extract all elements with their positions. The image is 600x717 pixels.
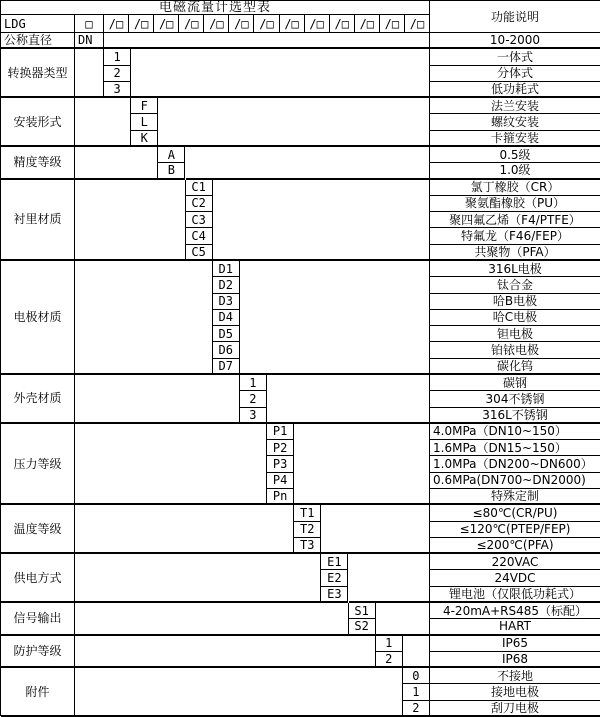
option-code: 2 [104, 66, 131, 82]
option-code: L [131, 114, 158, 130]
option-code: B [158, 163, 185, 179]
option-desc: 特殊定制 [430, 489, 600, 505]
category-label: 压力等级 [1, 424, 75, 505]
option-desc: 螺纹安装 [430, 114, 600, 130]
option-desc: 刮刀电极 [430, 701, 600, 717]
option-code: P3 [267, 456, 294, 472]
option-code: C4 [186, 228, 213, 244]
spacer-cell [158, 98, 430, 147]
option-code: 2 [240, 391, 267, 407]
spacer-cell [75, 554, 321, 603]
option-code: 1 [403, 684, 430, 700]
option-code: C1 [186, 180, 213, 196]
option-desc: 锂电池（仅限低功耗式） [430, 587, 600, 603]
model-slot: /□ [280, 15, 305, 33]
table-title: 电磁流量计选型表 [1, 1, 430, 15]
spacer-cell [75, 668, 403, 717]
option-code: C3 [186, 212, 213, 228]
option-code: T3 [294, 538, 321, 554]
option-desc: 碳化钨 [430, 359, 600, 375]
option-code: D5 [213, 326, 240, 342]
option-code: D3 [213, 294, 240, 310]
option-code: T2 [294, 522, 321, 538]
spacer-cell [267, 375, 430, 424]
option-desc: 钽电极 [430, 326, 600, 342]
option-code: D4 [213, 310, 240, 326]
model-slot: /□ [305, 15, 330, 33]
option-desc: 共聚物（PFA） [430, 245, 600, 261]
option-code: T1 [294, 505, 321, 521]
option-code: P4 [267, 473, 294, 489]
model-slot: /□ [254, 15, 279, 33]
spacer-cell [75, 98, 131, 147]
option-desc: ≤120℃(PTEP/FEP) [430, 522, 600, 538]
option-desc: 0.6MPa(DN700~DN2000) [430, 473, 600, 489]
option-desc: IP68 [430, 652, 600, 668]
option-desc: 4.0MPa（DN10~150） [430, 424, 600, 440]
model-slot: /□ [179, 15, 204, 33]
spacer-cell [75, 636, 376, 669]
option-desc: 1.6MPa（DN15~150） [430, 440, 600, 456]
option-desc: 聚氨酯橡胶（PU） [430, 196, 600, 212]
spacer-cell [75, 424, 267, 505]
model-slot: /□ [405, 15, 430, 33]
option-desc: 碳钢 [430, 375, 600, 391]
model-slot: /□ [229, 15, 254, 33]
option-desc: 316L电极 [430, 261, 600, 277]
option-code: 1 [376, 636, 403, 652]
option-desc: 24VDC [430, 570, 600, 586]
option-code: 0 [403, 668, 430, 684]
option-code: 1 [240, 375, 267, 391]
category-label: 防护等级 [1, 636, 75, 669]
option-code: A [158, 147, 185, 163]
option-desc: IP65 [430, 636, 600, 652]
option-desc: 钛合金 [430, 277, 600, 293]
option-desc: 4-20mA+RS485（标配） [430, 603, 600, 619]
model-prefix: LDG [1, 15, 75, 33]
option-desc: 304不锈钢 [430, 391, 600, 407]
option-code: P2 [267, 440, 294, 456]
option-desc: 0.5级 [430, 147, 600, 163]
category-label: 转换器类型 [1, 49, 75, 98]
option-desc: 特氟龙（F46/FEP） [430, 228, 600, 244]
diameter-code: DN [75, 33, 104, 49]
option-desc: 哈B电极 [430, 294, 600, 310]
category-label: 温度等级 [1, 505, 75, 554]
option-desc: 1.0级 [430, 163, 600, 179]
model-slot: /□ [380, 15, 405, 33]
option-desc: 聚四氟乙烯（F4/PTFE） [430, 212, 600, 228]
model-slot: /□ [104, 15, 129, 33]
option-desc: 一体式 [430, 49, 600, 65]
option-desc: 卡箍安装 [430, 131, 600, 147]
option-code: 2 [376, 652, 403, 668]
option-code: Pn [267, 489, 294, 505]
spacer-cell [349, 554, 431, 603]
option-desc: 不接地 [430, 668, 600, 684]
category-label: 精度等级 [1, 147, 75, 180]
spacer-cell [75, 505, 294, 554]
option-code: S2 [349, 619, 376, 635]
option-code: D1 [213, 261, 240, 277]
spacer-cell [376, 603, 430, 636]
option-desc: ≤200℃(PFA) [430, 538, 600, 554]
option-desc: 铂铱电极 [430, 342, 600, 358]
option-code: D7 [213, 359, 240, 375]
model-slot: /□ [154, 15, 179, 33]
spacer-cell [186, 147, 431, 180]
spacer-cell [75, 147, 158, 180]
category-label: 附件 [1, 668, 75, 717]
model-slot: /□ [330, 15, 355, 33]
category-label: 供电方式 [1, 554, 75, 603]
category-label-diameter: 公称直径 [1, 33, 75, 49]
category-label: 外壳材质 [1, 375, 75, 424]
spacer-cell [75, 49, 104, 98]
option-code: P1 [267, 424, 294, 440]
option-code: S1 [349, 603, 376, 619]
category-label: 信号输出 [1, 603, 75, 636]
option-code: 3 [240, 408, 267, 424]
option-code: E2 [321, 570, 348, 586]
category-label: 安装形式 [1, 98, 75, 147]
option-code: 2 [403, 701, 430, 717]
option-code: 1 [104, 49, 131, 65]
option-code: 3 [104, 82, 131, 98]
option-code: E1 [321, 554, 348, 570]
spacer-cell [104, 33, 430, 49]
option-code: E3 [321, 587, 348, 603]
option-code: D2 [213, 277, 240, 293]
category-label: 衬里材质 [1, 180, 75, 261]
spacer-cell [294, 424, 430, 505]
option-desc: 分体式 [430, 66, 600, 82]
option-code: F [131, 98, 158, 114]
option-code: K [131, 131, 158, 147]
option-desc: 哈C电极 [430, 310, 600, 326]
function-column-header: 功能说明 [430, 1, 600, 33]
diameter-desc: 10-2000 [430, 33, 600, 49]
spacer-cell [240, 261, 430, 375]
option-code: C2 [186, 196, 213, 212]
spacer-cell [75, 261, 213, 375]
spacer-cell [75, 375, 240, 424]
option-desc: 氯丁橡胶（CR） [430, 180, 600, 196]
spacer-cell [213, 180, 430, 261]
model-box-cell: □ [75, 15, 104, 33]
spacer-cell [131, 49, 430, 98]
option-desc: 316L不锈钢 [430, 408, 600, 424]
option-desc: 220VAC [430, 554, 600, 570]
option-desc: 接地电极 [430, 684, 600, 700]
option-desc: ≤80℃(CR/PU) [430, 505, 600, 521]
spacer-cell [321, 505, 430, 554]
category-label: 电极材质 [1, 261, 75, 375]
spacer-cell [75, 180, 186, 261]
option-desc: 1.0MPa（DN200~DN600） [430, 456, 600, 472]
option-desc: 低功耗式 [430, 82, 600, 98]
model-slot: /□ [129, 15, 154, 33]
spacer-cell [75, 603, 349, 636]
option-desc: 法兰安装 [430, 98, 600, 114]
model-slot: /□ [204, 15, 229, 33]
spacer-cell [403, 636, 430, 669]
option-desc: HART [430, 619, 600, 635]
model-slot: /□ [355, 15, 380, 33]
option-code: C5 [186, 245, 213, 261]
option-code: D6 [213, 342, 240, 358]
